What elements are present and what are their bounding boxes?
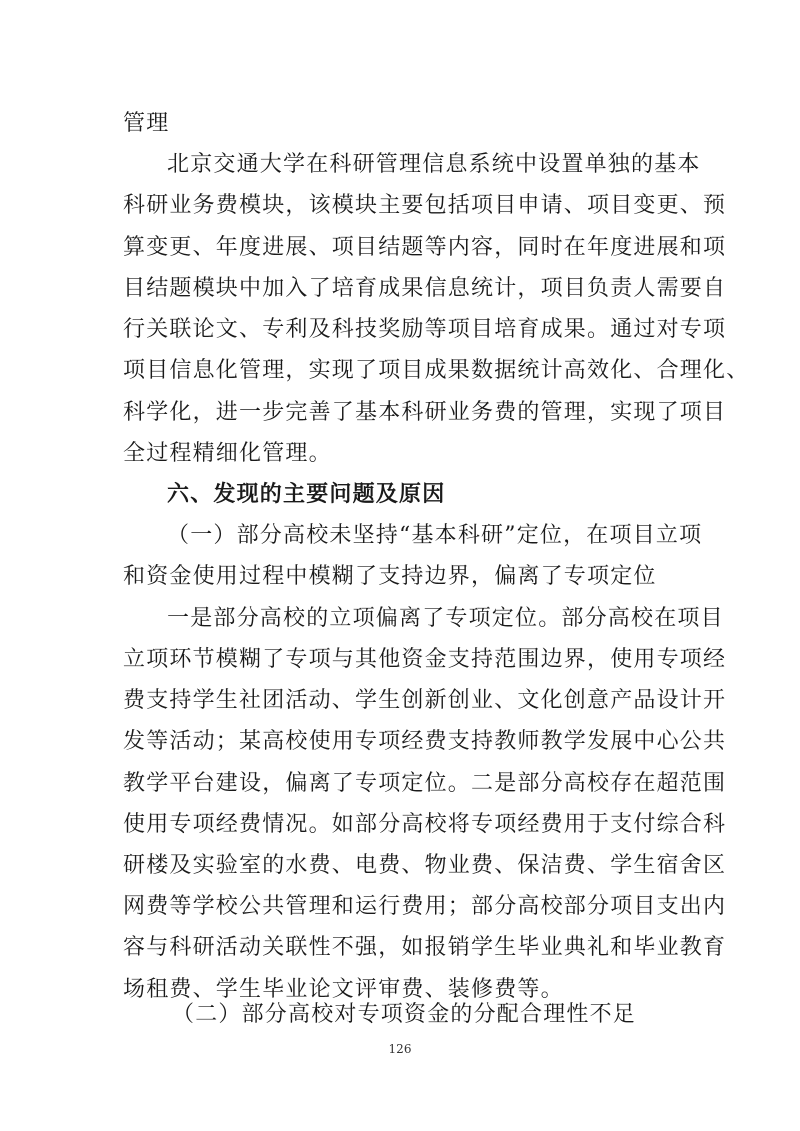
- paragraph-line: 研楼及实验室的水费、电费、物业费、保洁费、学生宿舍区: [123, 853, 727, 878]
- subheading-line: （二）部分高校对专项资金的分配合理性不足: [172, 1002, 637, 1027]
- paragraph-line: 算变更、年度进展、项目结题等内容，同时在年度进展和项: [123, 235, 727, 260]
- subheading-line: 和资金使用过程中模糊了支持边界，偏离了专项定位: [123, 564, 657, 589]
- paragraph-line: 行关联论文、专利及科技奖励等项目培育成果。通过对专项: [123, 317, 727, 342]
- paragraph-line: 场租费、学生毕业论文评审费、装修费等。: [123, 977, 564, 1002]
- page-number: 126: [388, 1042, 412, 1056]
- paragraph-line: 使用专项经费情况。如部分高校将专项经费用于支付综合科: [123, 812, 727, 837]
- paragraph-line: 发等活动；某高校使用专项经费支持教师教学发展中心公共: [123, 729, 727, 754]
- paragraph-line: 管理: [123, 111, 170, 136]
- paragraph-line: 全过程精细化管理。: [123, 441, 332, 466]
- subheading-line: （一）部分高校未坚持“基本科研”定位，在项目立项: [167, 523, 703, 548]
- paragraph-line: 容与科研活动关联性不强，如报销学生毕业典礼和毕业教育: [123, 935, 727, 960]
- paragraph-line: 项目信息化管理，实现了项目成果数据统计高效化、合理化、: [123, 358, 750, 383]
- paragraph-line: 立项环节模糊了专项与其他资金支持范围边界，使用专项经: [123, 647, 727, 672]
- section-heading: 六、发现的主要问题及原因: [167, 482, 446, 507]
- paragraph-line: 北京交通大学在科研管理信息系统中设置单独的基本: [167, 152, 701, 177]
- paragraph-line: 一是部分高校的立项偏离了专项定位。部分高校在项目: [167, 606, 724, 631]
- paragraph-line: 教学平台建设，偏离了专项定位。二是部分高校存在超范围: [123, 771, 727, 796]
- paragraph-line: 科研业务费模块，该模块主要包括项目申请、项目变更、预: [123, 193, 727, 218]
- paragraph-line: 网费等学校公共管理和运行费用；部分高校部分项目支出内: [123, 894, 727, 919]
- paragraph-line: 费支持学生社团活动、学生创新创业、文化创意产品设计开: [123, 688, 727, 713]
- paragraph-line: 科学化，进一步完善了基本科研业务费的管理，实现了项目: [123, 400, 727, 425]
- paragraph-line: 目结题模块中加入了培育成果信息统计，项目负责人需要自: [123, 276, 727, 301]
